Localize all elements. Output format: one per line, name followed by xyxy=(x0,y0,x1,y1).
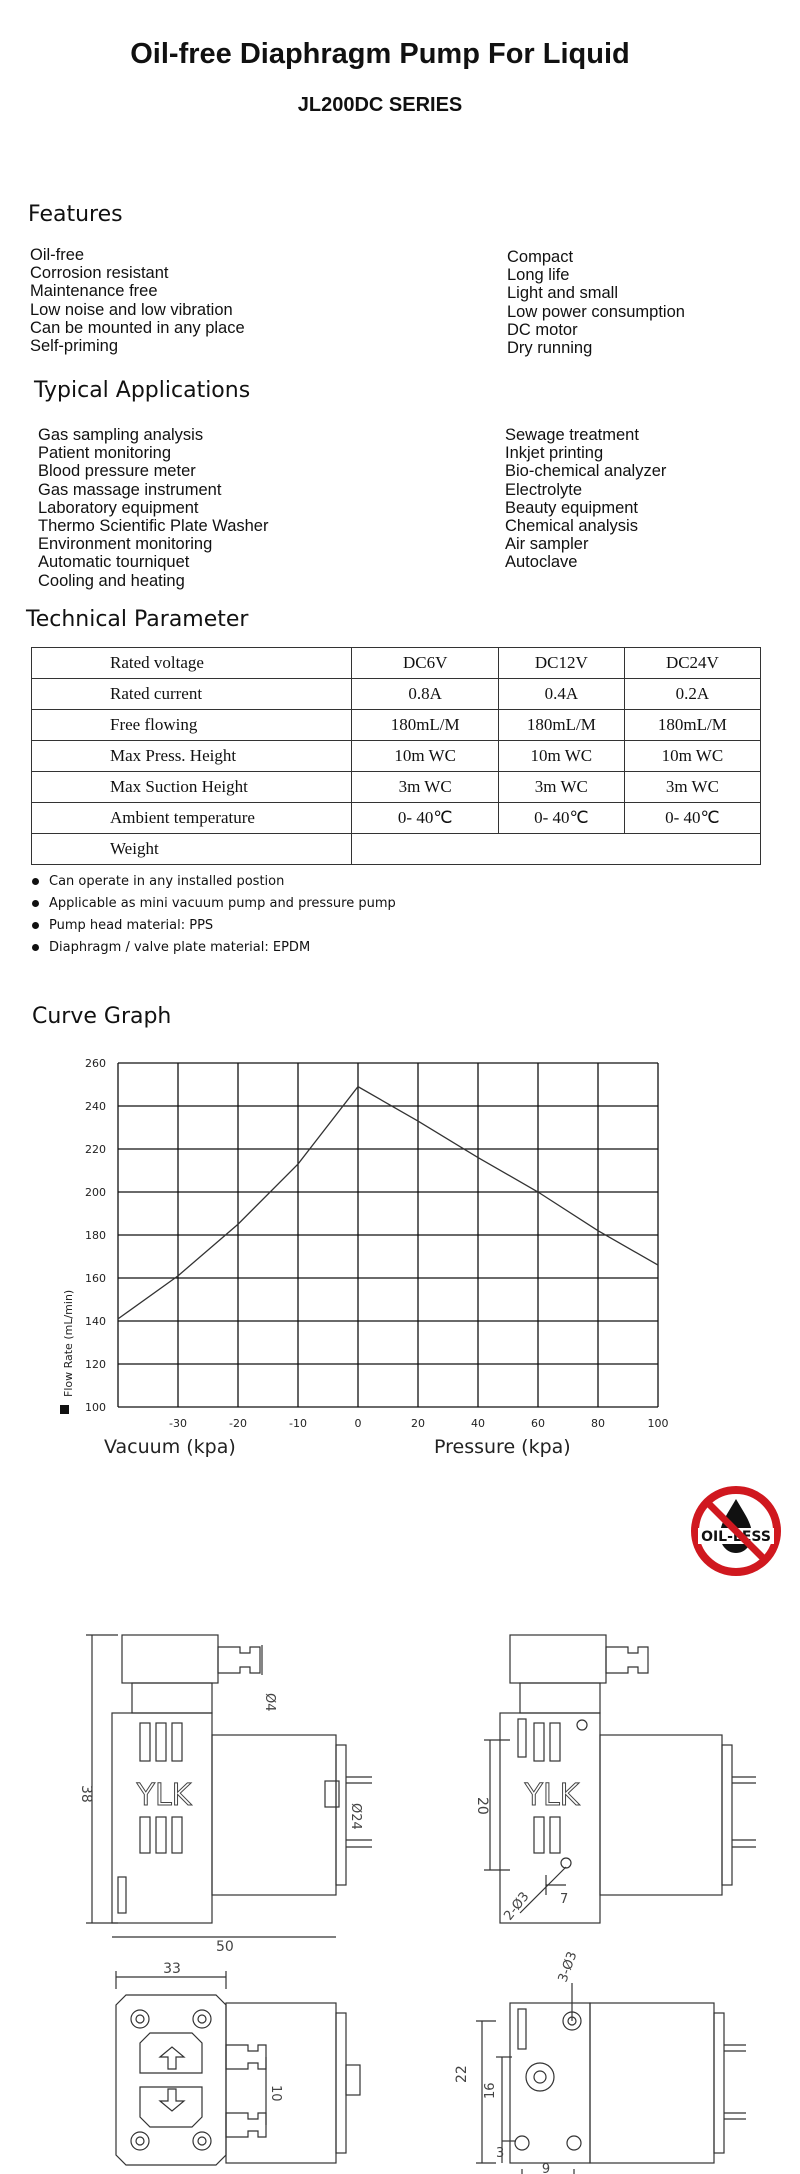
application-item: Air sampler xyxy=(505,535,589,554)
application-item: Gas sampling analysis xyxy=(38,426,204,444)
dim-7: 7 xyxy=(560,1892,569,1907)
application-item: Gas massage instrument xyxy=(38,480,222,499)
parameter-value: 3m WC xyxy=(498,772,624,803)
application-item: Beauty equipment xyxy=(505,498,639,517)
y-tick-label: 140 xyxy=(85,1315,106,1328)
bullet-icon xyxy=(32,900,39,907)
note-item xyxy=(32,896,396,911)
technical-table xyxy=(31,647,761,865)
feature-item: Corrosion resistant xyxy=(30,264,169,283)
x-tick-label: 20 xyxy=(411,1417,425,1430)
y-tick-label: 100 xyxy=(85,1401,106,1414)
curve-chart xyxy=(0,1040,800,1480)
parameter-label: Rated current xyxy=(32,679,352,710)
curve-heading: Curve Graph xyxy=(32,1004,172,1029)
dim-22: 22 xyxy=(454,2065,470,2083)
x-tick-label: -20 xyxy=(229,1417,247,1430)
x-tick-label: 40 xyxy=(471,1417,485,1430)
application-item: Blood pressure meter xyxy=(38,462,196,481)
dim-20: 20 xyxy=(474,1797,490,1815)
feature-item: Dry running xyxy=(507,339,593,358)
parameter-value: 0- 40℃ xyxy=(498,803,624,834)
series-line xyxy=(118,1087,658,1319)
note-text: Diaphragm / valve plate material: EPDM xyxy=(49,940,311,955)
application-item: Environment monitoring xyxy=(38,535,213,554)
parameter-value: 0- 40℃ xyxy=(624,803,760,834)
application-item: Patient monitoring xyxy=(38,444,171,463)
x-tick-label: -30 xyxy=(169,1417,187,1430)
feature-item: Can be mounted in any place xyxy=(30,318,245,337)
dim-3-d3: 3-Ø3 xyxy=(555,1949,581,1985)
application-item: Bio-chemical analyzer xyxy=(505,462,667,481)
parameter-row xyxy=(32,803,761,834)
parameter-label: Max Suction Height xyxy=(32,772,352,803)
parameter-label: Weight xyxy=(32,834,352,865)
drawing-front-view xyxy=(454,1950,746,2174)
note-item xyxy=(32,940,310,955)
note-item xyxy=(32,918,213,933)
x-axis-label-pressure: Pressure (kpa) xyxy=(434,1436,571,1458)
bullet-icon xyxy=(32,878,39,885)
x-tick-label: 80 xyxy=(591,1417,605,1430)
parameter-row xyxy=(32,834,761,865)
application-item: Electrolyte xyxy=(505,480,583,499)
series-subtitle: JL200DC SERIES xyxy=(297,94,463,116)
parameter-value: 0.2A xyxy=(624,679,760,710)
parameter-value xyxy=(352,834,761,865)
parameter-label: Max Press. Height xyxy=(32,741,352,772)
dim-16: 16 xyxy=(483,2082,498,2099)
applications-right-list xyxy=(505,426,666,572)
note-text: Can operate in any installed postion xyxy=(49,874,285,889)
y-axis-marker xyxy=(60,1405,69,1414)
bullet-icon xyxy=(32,922,39,929)
parameter-value: 0.4A xyxy=(498,679,624,710)
application-item: Chemical analysis xyxy=(505,517,638,536)
parameter-value: 10m WC xyxy=(498,741,624,772)
drawing-side-view xyxy=(78,1635,372,1955)
parameter-value: 10m WC xyxy=(352,741,498,772)
drawing-top-view xyxy=(116,1961,360,2165)
application-item: Automatic tourniquet xyxy=(38,553,190,572)
y-tick-label: 120 xyxy=(85,1358,106,1371)
parameter-value: 3m WC xyxy=(624,772,760,803)
feature-item: Low power consumption xyxy=(507,302,685,321)
parameter-row xyxy=(32,648,761,679)
bullet-icon xyxy=(32,944,39,951)
page-title: Oil-free Diaphragm Pump For Liquid xyxy=(130,38,630,70)
feature-item: Light and small xyxy=(507,284,618,303)
technical-drawings xyxy=(0,1585,800,2174)
feature-item: Self-priming xyxy=(30,337,119,356)
oil-less-badge xyxy=(690,1485,782,1577)
y-tick-label: 240 xyxy=(85,1100,106,1113)
dim-d24: Ø24 xyxy=(348,1803,363,1830)
note-item xyxy=(32,874,284,889)
features-left-list xyxy=(30,246,245,355)
parameter-label: Ambient temperature xyxy=(32,803,352,834)
drawing-side-view-2 xyxy=(474,1635,756,1923)
parameter-value: 180mL/M xyxy=(624,710,760,741)
parameter-row xyxy=(32,710,761,741)
dim-2-d3: 2-Ø3 xyxy=(501,1889,533,1924)
applications-heading: Typical Applications xyxy=(34,378,251,403)
dim-50: 50 xyxy=(216,1939,234,1955)
y-tick-label: 260 xyxy=(85,1057,106,1070)
parameter-row xyxy=(32,679,761,710)
parameter-value: 0- 40℃ xyxy=(352,803,498,834)
parameter-value: DC24V xyxy=(624,648,760,679)
parameter-label: Free flowing xyxy=(32,710,352,741)
y-tick-label: 200 xyxy=(85,1186,106,1199)
notes-list xyxy=(32,874,732,974)
application-item: Cooling and heating xyxy=(38,571,185,590)
dim-10: 10 xyxy=(268,2085,283,2102)
x-tick-label: 60 xyxy=(531,1417,545,1430)
x-tick-label: 0 xyxy=(354,1417,362,1430)
feature-item: Maintenance free xyxy=(30,282,158,301)
parameter-value: 3m WC xyxy=(352,772,498,803)
parameter-value: 180mL/M xyxy=(352,710,498,741)
note-text: Pump head material: PPS xyxy=(49,918,214,933)
application-item: Inkjet printing xyxy=(505,444,604,463)
x-tick-label: 100 xyxy=(647,1417,669,1430)
parameter-label: Rated voltage xyxy=(32,648,352,679)
parameter-row xyxy=(32,772,761,803)
dim-d4: Ø4 xyxy=(262,1693,277,1712)
y-tick-label: 220 xyxy=(85,1143,106,1156)
features-right-list xyxy=(507,248,685,357)
parameter-value: 180mL/M xyxy=(498,710,624,741)
application-item: Thermo Scientific Plate Washer xyxy=(38,517,269,536)
brand-mark-side-2: YLK xyxy=(524,1778,580,1813)
dim-33: 33 xyxy=(163,1961,181,1977)
technical-heading: Technical Parameter xyxy=(26,607,249,632)
feature-item: Low noise and low vibration xyxy=(30,300,233,319)
note-text: Applicable as mini vacuum pump and pressure pump xyxy=(49,896,396,911)
parameter-value: 0.8A xyxy=(352,679,498,710)
badge-text: OIL-LESS xyxy=(701,1529,771,1545)
dim-38: 38 xyxy=(78,1785,94,1803)
parameter-value: 10m WC xyxy=(624,741,760,772)
application-item: Laboratory equipment xyxy=(38,498,199,517)
feature-item: Oil-free xyxy=(30,246,85,264)
feature-item: Compact xyxy=(507,248,574,266)
brand-mark-side: YLK xyxy=(136,1778,192,1813)
y-axis-label: Flow Rate (mL/min) xyxy=(62,1289,75,1397)
x-axis-label-vacuum: Vacuum (kpa) xyxy=(104,1436,236,1458)
dim-9: 9 xyxy=(541,2162,551,2174)
y-tick-label: 180 xyxy=(85,1229,106,1242)
dim-3: 3 xyxy=(496,2146,505,2161)
parameter-row xyxy=(32,741,761,772)
applications-left-list xyxy=(38,426,268,590)
y-tick-label: 160 xyxy=(85,1272,106,1285)
parameter-value: DC6V xyxy=(352,648,498,679)
parameter-value: DC12V xyxy=(498,648,624,679)
application-item: Sewage treatment xyxy=(505,426,639,444)
x-tick-label: -10 xyxy=(289,1417,307,1430)
feature-item: Long life xyxy=(507,266,570,285)
application-item: Autoclave xyxy=(505,553,578,572)
feature-item: DC motor xyxy=(507,320,578,339)
features-heading: Features xyxy=(28,202,123,227)
